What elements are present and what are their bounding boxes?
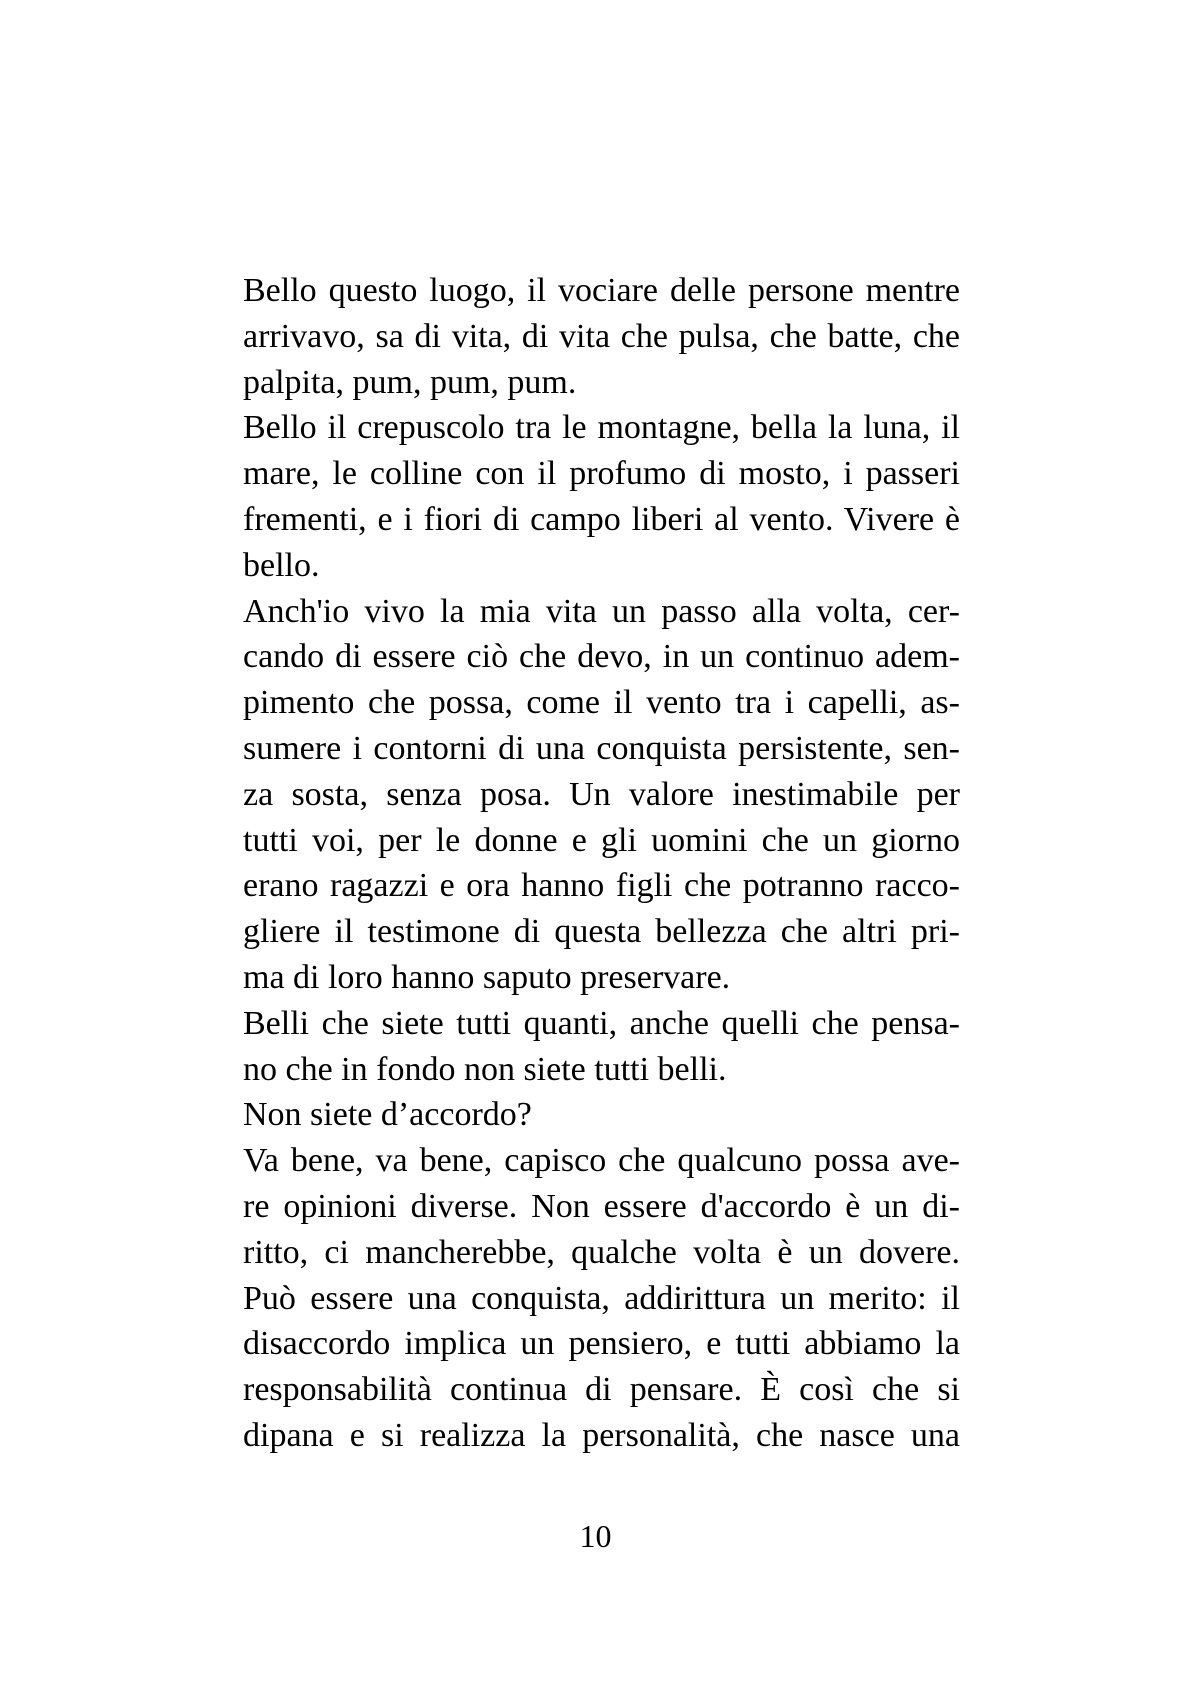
- text-line: dipana e si realizza la personalità, che nasce una: [243, 1416, 960, 1454]
- text-line: bello.: [243, 546, 320, 584]
- text-line: disaccordo implica un pensiero, e tutti abbiamo la: [243, 1325, 960, 1363]
- text-line: Bello il crepuscolo tra le montagne, bella la luna, il: [243, 409, 960, 447]
- body-text: [243, 268, 960, 1459]
- text-line: Può essere una conquista, addirittura un merito: il: [243, 1279, 960, 1317]
- text-line: palpita, pum, pum, pum.: [243, 363, 577, 401]
- text-line: gliere il testimone di questa bellezza che altri pri-: [243, 913, 960, 951]
- text-line: za sosta, senza posa. Un valore inestimabile per: [243, 775, 960, 813]
- page-number: 10: [579, 1518, 612, 1554]
- text-line: Anch'io vivo la mia vita un passo alla volta, cer-: [243, 592, 960, 630]
- text-line: Belli che siete tutti quanti, anche quelli che pensa-: [243, 1004, 960, 1042]
- text-line: Bello questo luogo, il vociare delle persone mentre: [243, 272, 960, 309]
- text-line: ritto, ci mancherebbe, qualche volta è un dovere.: [243, 1233, 960, 1271]
- text-line: mare, le colline con il profumo di mosto, i passeri: [243, 455, 960, 493]
- text-line: Va bene, va bene, capisco che qualcuno possa ave-: [243, 1142, 960, 1180]
- text-line: arrivavo, sa di vita, di vita che pulsa, che batte, che: [243, 317, 960, 355]
- text-line: responsabilità continua di pensare. È così che si: [243, 1371, 960, 1409]
- text-line: erano ragazzi e ora hanno figli che potranno racco-: [243, 867, 960, 905]
- text-line: Non siete d’accordo?: [243, 1096, 532, 1134]
- text-line: no che in fondo non siete tutti belli.: [243, 1050, 727, 1088]
- text-line: re opinioni diverse. Non essere d'accordo è un di-: [243, 1187, 960, 1225]
- text-line: cando di essere ciò che devo, in un continuo adem-: [243, 638, 960, 676]
- text-line: frementi, e i fiori di campo liberi al vento. Vivere è: [243, 500, 960, 538]
- text-line: ma di loro hanno saputo preservare.: [243, 958, 731, 996]
- text-line: pimento che possa, come il vento tra i capelli, as-: [243, 684, 960, 722]
- text-line: tutti voi, per le donne e gli uomini che un giorno: [243, 821, 960, 859]
- text-line: sumere i contorni di una conquista persistente, sen-: [243, 729, 960, 767]
